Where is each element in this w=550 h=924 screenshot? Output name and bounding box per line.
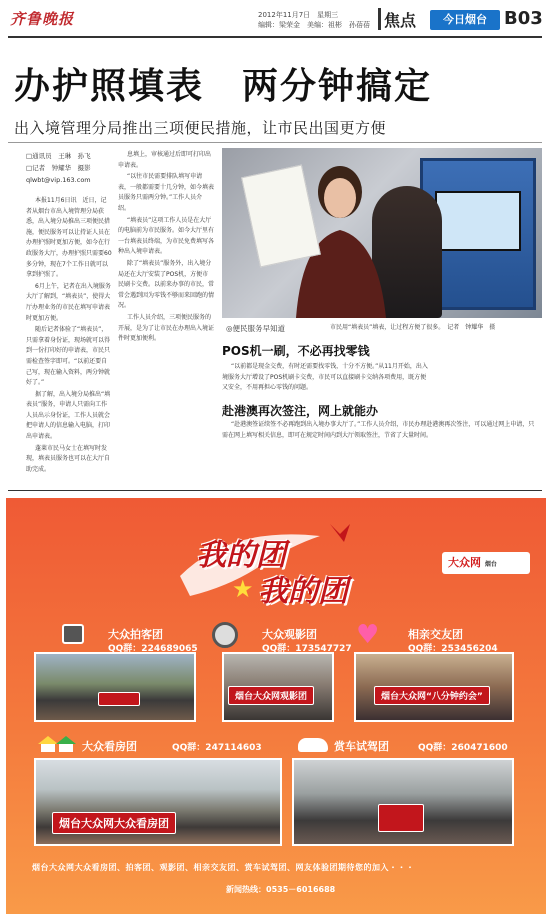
group-name-movie: 大众观影团	[262, 628, 317, 641]
section-3-title: 赴港澳再次签注，网上就能办	[222, 404, 379, 418]
group-name-dating: 相亲交友团	[408, 628, 463, 641]
car-icon	[298, 738, 328, 752]
car-group-banner	[378, 804, 424, 832]
group-name-housing: 大众看房团	[82, 740, 137, 753]
ad-title-line-2: 我的团	[258, 574, 348, 609]
film-reel-icon	[212, 622, 238, 648]
news-hotline[interactable]: 新闻热线：0535－6016688	[226, 885, 336, 894]
news-photo	[222, 148, 542, 318]
paragraph: “以往市民需要排队填写申请表，一般都需要十几分钟，如今填表员服务只需两分钟。”工作人员介绍。	[118, 173, 214, 212]
paragraph: 本报11月6日讯 近日，记者从烟台市出入境管理分局获悉，出入境分局推出三项便民措施，便民服务可以让持证人员在办理护照时更加方便，如今在行政服务大厅，办理护照只需要60多分钟，现在7个工作日就可以拿到护照了。	[26, 197, 112, 279]
heart-icon: ♥	[356, 620, 380, 650]
newspaper-brand: 齐鲁晚报	[10, 10, 75, 28]
paragraph: 息填上，审核通过后即可打印出申请表。	[118, 151, 212, 169]
header-rule	[8, 36, 542, 38]
dazhong-logo[interactable]: 大众网 烟台	[442, 552, 530, 574]
headline: 办护照填表 两分钟搞定	[14, 66, 433, 107]
group-photo-photographers	[34, 652, 196, 722]
section-divider	[378, 8, 381, 30]
group-name-car: 赏车试驾团	[334, 740, 389, 753]
group-photo-car	[292, 758, 514, 846]
editor-line: 编辑：梁荣金 美编：祖彬 孙蓓蓓	[258, 21, 370, 29]
group-qq-housing[interactable]: QQ群：247114603	[172, 743, 262, 753]
paragraph: “填表员”这项工作人员是在大厅的电脑前为市民服务。如今大厅里有一台填表员终端，为市民免费填写各种出入境申请表。	[118, 216, 214, 256]
article-bottom-rule	[8, 490, 542, 491]
section-2-title: POS机一刷，不必再找零钱	[222, 344, 370, 358]
sidebar-label: ◎便民服务早知道	[226, 324, 286, 333]
section-title: 焦点	[384, 11, 417, 30]
group-photo-housing	[34, 758, 282, 846]
subhead-rule	[8, 142, 542, 143]
byline	[26, 150, 106, 186]
dating-group-banner: 烟台大众网“八分钟约会”	[374, 686, 490, 705]
bullet-icon: ◎	[226, 324, 233, 333]
group-name-photographers: 大众拍客团	[108, 628, 163, 641]
group-photo-dating	[354, 652, 514, 722]
group-banner	[98, 692, 140, 706]
paragraph: 除了“填表员”服务外，出入境分局还在大厅安装了POS机，方便市民刷卡交费。以前来办事的市民，常常会遇到因为零钱不够而来回跑的情况。	[118, 259, 214, 310]
section-3-text: “赴港澳签证续签不必再跑到出入境办事大厅了。”工作人员介绍，市民办理赴港澳再次签注，可以通过网上申请，只需在网上填写相关信息，即可在规定时间内到大厅领取签注，节省了大量时间。	[222, 421, 535, 439]
paragraph: 据了解，出入境分局推出“填表员”服务，申请人只需向工作人员出示身份证，工作人员就会把申请人的信息输入电脑，打印出申请表。	[26, 390, 111, 441]
paragraph: 6月上午，记者在出入境服务大厅了解到，“填表员”，使得大厅办理业务的市民在填写申请表时更加方便。	[26, 282, 111, 322]
group-photo-movie	[222, 652, 334, 722]
star-icon: ★	[232, 575, 254, 603]
ad-title-line-1: 我的团	[196, 538, 286, 573]
group-qq-car[interactable]: QQ群：260471600	[418, 743, 508, 753]
photo-caption: 市民用“填表员”填表，让过程方便了很多。 记者 钟耀华 摄	[330, 324, 496, 331]
paragraph: 蓬莱市民马女士在填写时发现，填表员服务也可以在大厅自助完成。	[26, 444, 111, 473]
paragraph: 工作人员介绍，三项便民服务的开展，是为了让市民在办理出入境证件时更加便利。	[118, 313, 214, 343]
section-tag: 今日烟台	[430, 10, 500, 30]
byline-email: qlwbt@vip.163.com	[26, 176, 91, 184]
subheadline: 出入境管理分局推出三项便民措施，让市民出国更方便	[14, 119, 387, 137]
kiosk-screen	[435, 191, 521, 251]
group-qq-movie[interactable]: QQ群：173547727	[262, 644, 352, 654]
housing-group-banner: 烟台大众网大众看房团	[52, 812, 176, 834]
paragraph: 随后记者体验了“填表员”，只需拿着身份证，现场就可以得到一份打印好的申请表，市民只需检查签字即可。“以前还要自己写，现在输入资料，两分钟就好了。”	[26, 326, 111, 387]
group-qq-photographers[interactable]: QQ群：224689065	[108, 644, 198, 654]
page-number: B03	[504, 8, 543, 29]
ad-footer-text: 烟台大众网大众看房团、拍客团、观影团、相亲交友团、赏车试驾团、网友体验团期待您的加入・・・	[32, 863, 415, 872]
camera-icon	[62, 624, 84, 644]
house-icon	[36, 734, 76, 752]
byline-reporter-2: □记者 钟耀华 摄影	[26, 164, 91, 172]
movie-group-banner: 烟台大众网观影团	[228, 686, 314, 705]
section-2-text: “以前都是现金交费，有时还需要找零钱，十分不方便。”从11月开始，出入境服务大厅增设了POS机刷卡交费，市民可以直接刷卡交纳各项费用，既方便又安全，不用再担心零钱的问题。	[222, 363, 428, 392]
article-column-2	[118, 150, 214, 482]
date-line: 2012年11月7日 星期三	[258, 11, 339, 19]
group-qq-dating[interactable]: QQ群：253456204	[408, 644, 498, 654]
article-column-1	[26, 196, 112, 482]
byline-reporter-1: □通讯员 王琳 孙飞	[26, 152, 91, 160]
